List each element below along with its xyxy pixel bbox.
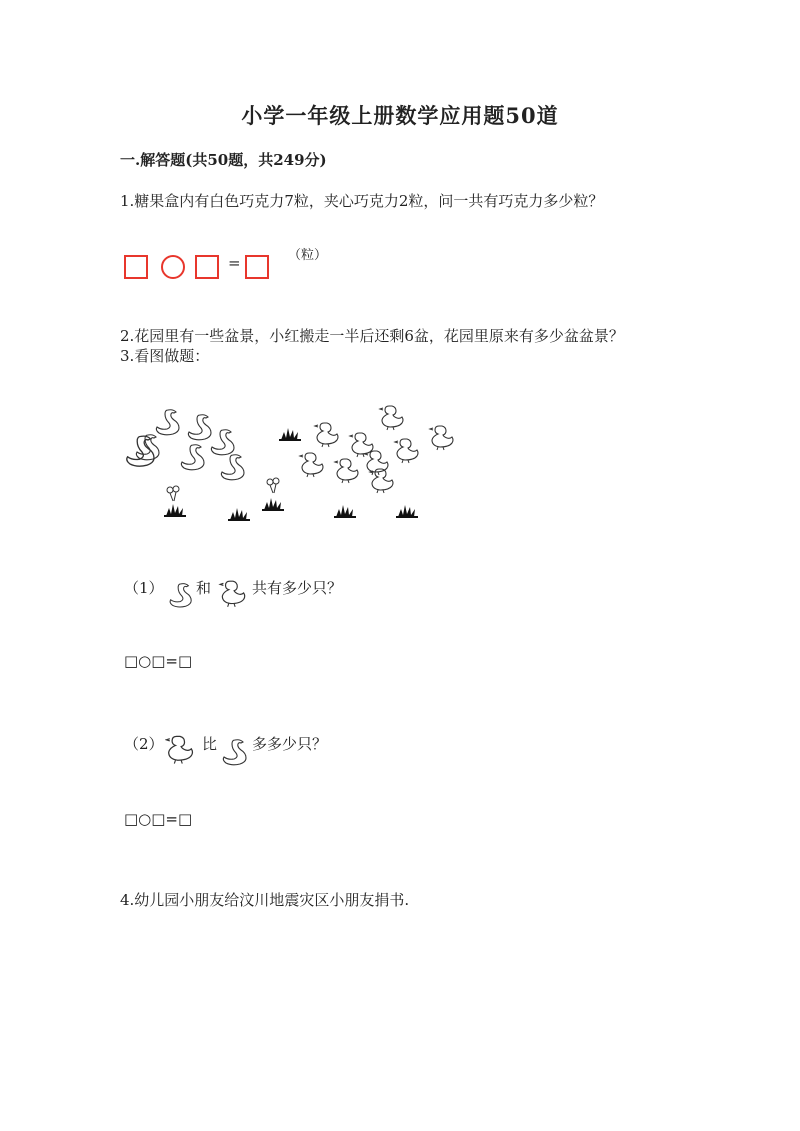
question-3: 3.看图做题：	[120, 347, 210, 365]
formula-2[interactable]: □○□=□	[124, 810, 193, 828]
duck-icon	[300, 453, 323, 477]
joiner-text: 比	[202, 735, 218, 753]
grass-icon	[334, 505, 356, 518]
grass-icon	[279, 428, 301, 441]
duck-icon	[370, 469, 393, 493]
sub-question-suffix: 多多少只？	[252, 735, 328, 753]
duck-icon	[395, 439, 418, 463]
swan-icon	[220, 738, 248, 768]
equals-sign: =	[228, 254, 241, 272]
sub-question-1	[124, 577, 164, 598]
question-2: 2.花园里有一些盆景，小红搬走一半后还剩6盆，花园里原来有多少盆盆景？	[120, 327, 624, 345]
duck-icon	[365, 451, 388, 475]
operator-circle[interactable]	[161, 255, 185, 279]
grass-icon	[228, 508, 250, 521]
duck-icon	[380, 406, 403, 430]
swan-icon	[221, 455, 244, 480]
sub-question-suffix: 共有多少只？	[252, 579, 343, 597]
page-title: 小学一年级上册数学应用题50道	[241, 103, 559, 128]
unit-label: （粒）	[288, 248, 328, 263]
question-4: 4.幼儿园小朋友给汶川地震灾区小朋友捐书.	[120, 891, 410, 909]
swan-icon	[136, 435, 159, 460]
joiner-text: 和	[196, 579, 212, 597]
swan-icon	[166, 582, 194, 610]
swans-ducks-picture	[124, 398, 474, 528]
grass-icon	[164, 504, 186, 517]
sub-question-2	[124, 733, 164, 754]
swan-icon	[188, 415, 211, 440]
duck-icon	[165, 733, 195, 767]
sub-question-prefix: （1）	[124, 579, 164, 597]
flower-icon	[167, 486, 179, 501]
sub-question-prefix: （2）	[124, 735, 164, 753]
swan-icon	[211, 430, 234, 455]
answer-template	[124, 251, 384, 281]
duck-icon	[218, 578, 248, 610]
swan-icon	[156, 410, 179, 435]
duck-icon	[315, 423, 338, 447]
answer-box-1[interactable]	[124, 255, 148, 279]
flower-icon	[267, 478, 279, 493]
section-heading: 一.解答题(共50题，共249分)	[120, 151, 327, 169]
duck-icon	[350, 433, 373, 457]
grass-icon	[262, 498, 284, 511]
question-1: 1.糖果盒内有白色巧克力7粒，夹心巧克力2粒，问一共有巧克力多少粒？	[120, 192, 604, 210]
answer-box-2[interactable]	[195, 255, 219, 279]
duck-icon	[430, 426, 453, 450]
swan-icon	[181, 445, 204, 470]
grass-icon	[396, 505, 418, 518]
answer-box-result[interactable]	[245, 255, 269, 279]
formula-1[interactable]: □○□=□	[124, 652, 193, 670]
duck-icon	[335, 459, 358, 483]
